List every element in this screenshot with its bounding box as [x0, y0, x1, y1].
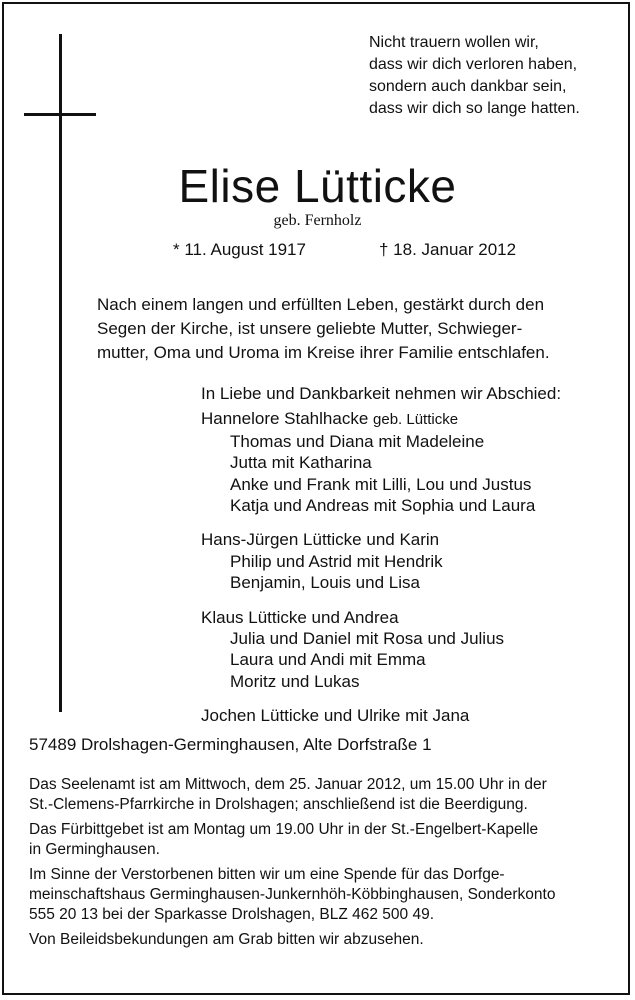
grandchild-line: Julia und Daniel mit Rosa und Julius	[230, 629, 505, 649]
child-name: Hannelore Stahlhacke	[201, 409, 369, 429]
obituary-line: Segen der Kirche, ist unsere geliebte Mutter, Schwieger-	[97, 319, 523, 338]
child-family	[201, 529, 561, 593]
notice-line: meinschaftshaus Germinghausen-Junkernhöh-Köbbinghausen, Sonderkonto	[29, 886, 556, 903]
notice-line: Im Sinne der Verstorbenen bitten wir um eine Spende für das Dorfge-	[29, 866, 505, 883]
notice-line: St.-Clemens-Pfarrkirche in Drolshagen; anschließend ist die Beerdigung.	[29, 796, 528, 813]
deceased-name: Elise Lütticke	[178, 160, 457, 212]
notice-paragraph	[29, 820, 555, 860]
notice-line: Das Seelenamt ist am Mittwoch, dem 25. Januar 2012, um 15.00 Uhr in der	[29, 776, 547, 793]
grandchild-line: Jutta mit Katharina	[230, 453, 372, 473]
child-family	[201, 408, 561, 516]
grandchild-line: Thomas und Diana mit Madeleine	[230, 431, 485, 451]
notice-line: Das Fürbittgebet ist am Montag um 19.00 Uhr in der St.-Engelbert-Kapelle	[29, 821, 539, 838]
mourners-list	[201, 383, 561, 727]
verse-line: sondern auch dankbar sein,	[369, 78, 567, 95]
grandchild-line: Moritz und Lukas	[230, 671, 360, 691]
child-family	[201, 607, 561, 693]
child-name-line	[201, 607, 561, 628]
grandchild-line: Katja und Andreas mit Sophia und Laura	[230, 496, 536, 516]
cross-icon	[59, 34, 62, 712]
maiden-name: geb. Fernholz	[273, 212, 362, 229]
child-maiden-name: geb. Lütticke	[373, 411, 459, 429]
address: 57489 Drolshagen-Germinghausen, Alte Dorfstraße 1	[29, 735, 432, 754]
child-name: Hans-Jürgen Lütticke und Karin	[201, 530, 440, 550]
child-name-line	[201, 529, 561, 550]
obituary-line: Nach einem langen und erfüllten Leben, gestärkt durch den	[97, 295, 545, 314]
mourners-intro: In Liebe und Dankbarkeit nehmen wir Abschied:	[201, 384, 562, 403]
verse	[369, 32, 580, 120]
notice-paragraph	[29, 930, 555, 950]
child-name-line	[201, 705, 561, 726]
child-name-line	[201, 408, 561, 430]
verse-line: dass wir dich so lange hatten.	[369, 100, 580, 117]
verse-line: dass wir dich verloren haben,	[369, 56, 578, 73]
children-list	[201, 408, 561, 726]
grandchild-line: Laura und Andi mit Emma	[230, 650, 426, 670]
notice-paragraph	[29, 865, 555, 925]
grandchild-line: Anke und Frank mit Lilli, Lou und Justus	[230, 474, 532, 494]
cross-icon-bar	[24, 113, 96, 116]
obituary-line: mutter, Oma und Uroma im Kreise ihrer Familie entschlafen.	[97, 343, 550, 362]
birth-date: * 11. August 1917	[173, 240, 306, 259]
grandchild-line: Benjamin, Louis und Lisa	[230, 573, 420, 593]
notice-paragraph	[29, 775, 555, 815]
notice-line: in Germinghausen.	[29, 841, 160, 858]
obituary-text	[97, 293, 550, 365]
notices	[29, 775, 555, 955]
verse-line: Nicht trauern wollen wir,	[369, 34, 539, 51]
child-name: Klaus Lütticke und Andrea	[201, 607, 399, 627]
notice-line: 555 20 13 bei der Sparkasse Drolshagen, BLZ 462 500 49.	[29, 906, 434, 923]
child-family	[201, 705, 561, 726]
grandchild-line: Philip und Astrid mit Hendrik	[230, 551, 443, 571]
notice-line: Von Beileidsbekundungen am Grab bitten wir abzusehen.	[29, 931, 424, 948]
child-name: Jochen Lütticke und Ulrike mit Jana	[201, 706, 470, 726]
death-date: † 18. Januar 2012	[379, 240, 517, 259]
